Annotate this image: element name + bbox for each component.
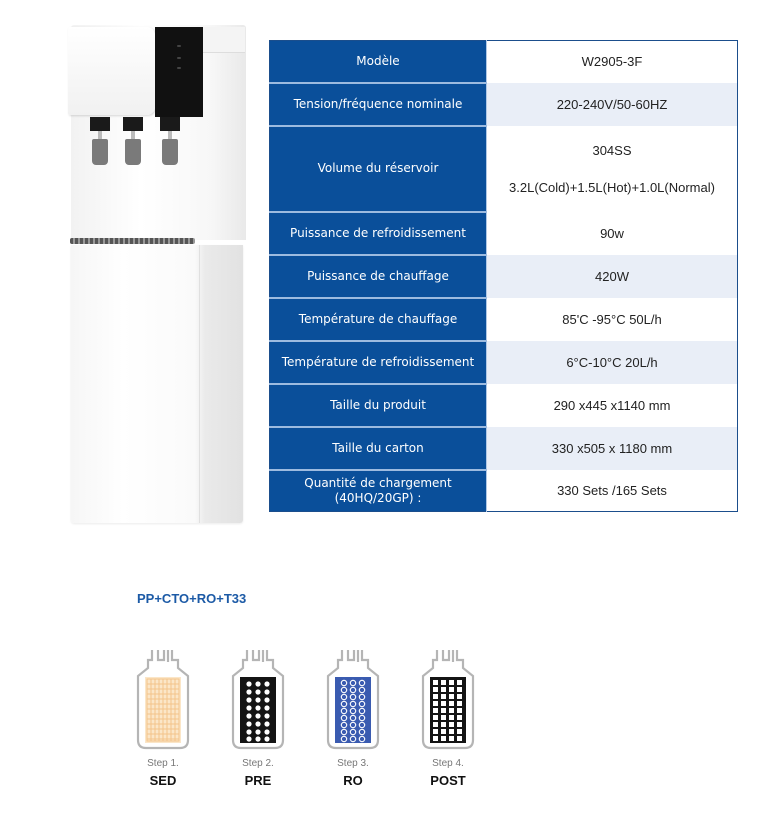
product-image bbox=[68, 25, 248, 525]
row-value: 85'C -95°C 50L/h bbox=[487, 298, 738, 341]
table-row-product-size bbox=[270, 384, 738, 427]
step-number: Step 3. bbox=[337, 758, 369, 769]
row-label: Puissance de chauffage bbox=[270, 255, 487, 298]
dispenser-top-lid bbox=[203, 27, 245, 53]
filter-step-ro bbox=[318, 640, 398, 800]
tap-normal-icon bbox=[123, 117, 143, 165]
row-value: 290 x445 x1140 mm bbox=[487, 384, 738, 427]
step-name: PRE bbox=[244, 773, 272, 788]
row-label: Température de chauffage bbox=[270, 298, 487, 341]
indicator-light-icon bbox=[177, 67, 181, 69]
table-row-loading-qty bbox=[270, 470, 738, 512]
row-value: 220-240V/50-60HZ bbox=[487, 83, 738, 126]
filter-step-pre bbox=[223, 640, 303, 800]
ro-membrane-filter-icon bbox=[318, 640, 388, 755]
step-name: POST bbox=[430, 773, 466, 788]
row-label: Taille du carton bbox=[270, 427, 487, 470]
dispenser-front-panel bbox=[68, 27, 155, 115]
row-value: 330 x505 x 1180 mm bbox=[487, 427, 738, 470]
row-label: Puissance de refroidissement bbox=[270, 212, 487, 255]
row-value: 6°C-10°C 20L/h bbox=[487, 341, 738, 384]
row-value: 90w bbox=[487, 212, 738, 255]
filter-title: PP+CTO+RO+T33 bbox=[137, 591, 247, 606]
table-row-model bbox=[270, 41, 738, 83]
row-label: Volume du réservoir bbox=[270, 126, 487, 212]
pre-carbon-filter-icon bbox=[223, 640, 293, 755]
filter-steps bbox=[128, 640, 480, 800]
tap-cold-icon bbox=[90, 117, 110, 165]
step-name: RO bbox=[343, 773, 363, 788]
row-label: Température de refroidissement bbox=[270, 341, 487, 384]
table-row-carton-size bbox=[270, 427, 738, 470]
dispenser-control-panel bbox=[155, 27, 203, 117]
step-number: Step 1. bbox=[147, 758, 179, 769]
row-value: 420W bbox=[487, 255, 738, 298]
row-label: Taille du produit bbox=[270, 384, 487, 427]
row-value: W2905-3F bbox=[487, 41, 738, 83]
row-label: Quantité de chargement (40HQ/20GP) : bbox=[270, 470, 487, 512]
table-row-tank-volume bbox=[270, 126, 738, 212]
table-row-cooling-power bbox=[270, 212, 738, 255]
table-row-cooling-temp bbox=[270, 341, 738, 384]
step-name: SED bbox=[149, 773, 177, 788]
dispenser-lower-body bbox=[71, 245, 243, 523]
table-row-heating-temp bbox=[270, 298, 738, 341]
filter-step-sed bbox=[128, 640, 208, 800]
filter-step-post bbox=[413, 640, 493, 800]
row-value: 304SS 3.2L(Cold)+1.5L(Hot)+1.0L(Normal) bbox=[487, 126, 738, 212]
indicator-light-icon bbox=[177, 57, 181, 59]
row-label: Modèle bbox=[270, 41, 487, 83]
step-number: Step 4. bbox=[432, 758, 464, 769]
sediment-filter-icon bbox=[128, 640, 198, 755]
spec-table bbox=[269, 40, 738, 512]
indicator-light-icon bbox=[177, 45, 181, 47]
table-row-heating-power bbox=[270, 255, 738, 298]
row-label: Tension/fréquence nominale bbox=[270, 83, 487, 126]
table-row-voltage bbox=[270, 83, 738, 126]
tap-hot-icon bbox=[160, 117, 180, 165]
row-value: 330 Sets /165 Sets bbox=[487, 470, 738, 512]
step-number: Step 2. bbox=[242, 758, 274, 769]
drip-tray bbox=[70, 238, 195, 244]
post-carbon-filter-icon bbox=[413, 640, 483, 755]
